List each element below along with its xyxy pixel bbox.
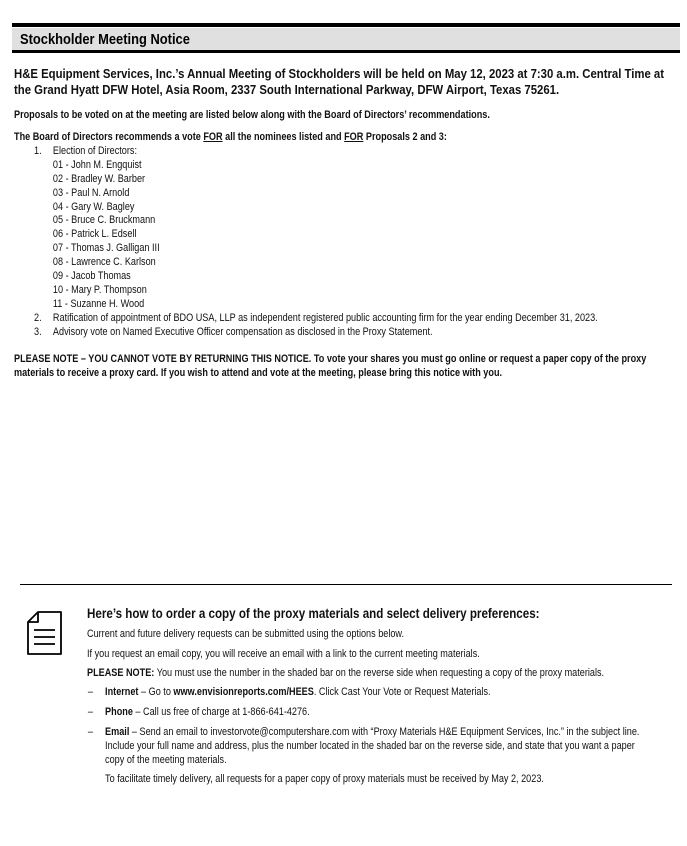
nominee-item: 09 - Jacob Thomas [52,270,131,283]
nominees-list [53,159,687,312]
proposal-item: 3. Advisory vote on Named Executive Officer compensation as disclosed in the Proxy Statement. [34,325,433,338]
email-option-cont: copy of the meeting materials. [105,754,227,766]
instruction-line: Current and future delivery requests can be submitted using the options below. [87,628,405,640]
header-bar [12,28,680,53]
internet-option: – Internet – Go to www.envisionreports.com/HEES. Click Cast Your Vote or Request Materials. [87,686,491,698]
section-divider [20,584,672,585]
instruction-line: If you request an email copy, you will receive an email with a link to the current meeting materials. [87,648,480,660]
please-note: PLEASE NOTE – YOU CANNOT VOTE BY RETURNING THIS NOTICE. To vote your shares you must go online or request a paper copy of the proxy materials to receive a proxy card. If you wish to attend and vote at the meeting, please bring this notice with you. [14,353,647,379]
nominee-item: 05 - Bruce C. Bruckmann [52,214,156,227]
email-option: – Email – Send an email to investorvote@computershare.com with “Proxy Materials H&E Equipment Services, Inc.” in the subject line. [87,726,640,738]
nominee-item: 01 - John M. Engquist [52,158,142,171]
instruction-note: PLEASE NOTE: You must use the number in the shaded bar on the reverse side when requesting a copy of the proxy materials. [87,667,605,679]
nominee-item: 07 - Thomas J. Galligan III [52,242,160,255]
board-recommendation: The Board of Directors recommends a vote FOR all the nominees listed and FOR Proposals 2 and 3: [14,131,447,143]
nominee-item: 10 - Mary P. Thompson [52,283,147,296]
email-option-cont: Include your full name and address, plus the number located in the shaded bar on the reverse side, and state that you want a paper [105,740,635,752]
delivery-deadline: To facilitate timely delivery, all requests for a paper copy of proxy materials must be received by May 2, 2023. [105,773,544,785]
nominee-item: 06 - Patrick L. Edsell [52,228,137,241]
proposal-item: 1. Election of Directors: [34,145,137,157]
for-emphasis: FOR [203,131,223,143]
document-icon [25,609,65,657]
nominee-item: 08 - Lawrence C. Karlson [52,256,156,269]
instructions-title: Here’s how to order a copy of the proxy materials and select delivery preferences: [87,606,540,621]
meeting-announcement: H&E Equipment Services, Inc.’s Annual Meeting of Stockholders will be held on May 12, 2023 at 7:30 a.m. Central Time at the Grand Hyatt DFW Hotel, Asia Room, 2337 South International Parkway, DFW Airport, Texas 75261. [14,66,664,97]
proposals-list [34,145,687,339]
delivery-instructions [87,606,687,785]
envision-link[interactable]: www.envisionreports.com/HEES [173,686,314,698]
nominee-item: 11 - Suzanne H. Wood [52,297,145,310]
top-rule [12,23,680,27]
nominee-item: 04 - Gary W. Bagley [52,200,135,213]
for-emphasis: FOR [344,131,364,143]
proposals-intro: Proposals to be voted on at the meeting are listed below along with the Board of Directors’ recommendations. [14,109,490,121]
page-title: Stockholder Meeting Notice [20,31,190,48]
nominee-item: 03 - Paul N. Arnold [52,186,130,199]
proposal-item: 2. Ratification of appointment of BDO USA, LLP as independent registered public accounting firm for the year ending December 31, 2023. [34,311,598,324]
nominee-item: 02 - Bradley W. Barber [52,172,146,185]
phone-option: – Phone – Call us free of charge at 1-866-641-4276. [87,706,310,718]
